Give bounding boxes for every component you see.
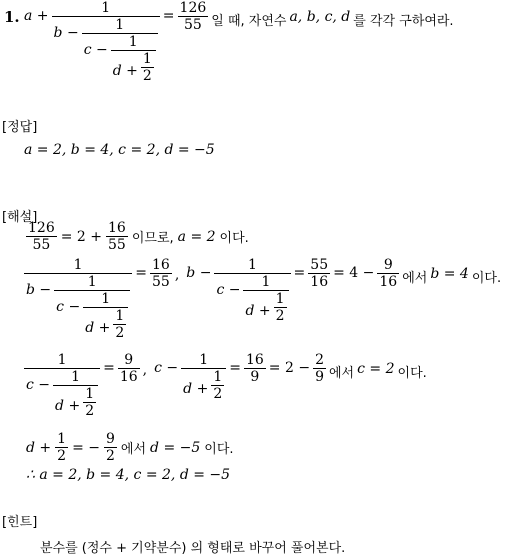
hint-label: [힌트] xyxy=(2,515,38,530)
problem-number: 1. xyxy=(4,8,20,26)
solution-line-3: 1 c − 1 d + $\frac{1}{2}$ = $\frac{9}{16}$ , c − 1 d + $\frac{1}{2}$ = $\frac{16}{9}$ = 2 − $\frac{2}{9}$ 에서 c = 2 이다. xyxy=(26,352,427,419)
solution-line-4: d + $\frac{1}{2}$ = − $\frac{9}{2}$ 에서 d = −5 이다. xyxy=(26,431,234,464)
answer-label: [정답] xyxy=(2,120,38,135)
solution-line-2: 1 b − 1 c − 1 d + $\frac{1}{2}$ = $\frac{16}{55}$ , b − 1 c − 1 d + $\frac{1}{2}$ = $\frac{55}{16}$ = 4 − $\frac{9}{16}$ 에서 b = 4 이다. xyxy=(26,257,502,341)
answer-text: a = 2, b = 4, c = 2, d = −5 xyxy=(24,142,215,158)
hint-text: 분수를 (정수 + 기약분수) 의 형태로 바꾸어 풀어본다. xyxy=(40,541,346,556)
solution-line-1: $\frac{126}{55}$ = 2 + $\frac{16}{55}$ 이므로, a = 2 이다. xyxy=(28,220,249,253)
problem-equation: a + 1 b − 1 c − 1 d + $\frac{1}{2}$ = $\frac{126}{55}$ 일 때, 자연수 a, b, c, d 를 각각 구하여라. xyxy=(24,0,454,84)
solution-conclusion: ∴ a = 2, b = 4, c = 2, d = −5 xyxy=(26,467,231,483)
solution-label: [해설] xyxy=(2,210,38,225)
